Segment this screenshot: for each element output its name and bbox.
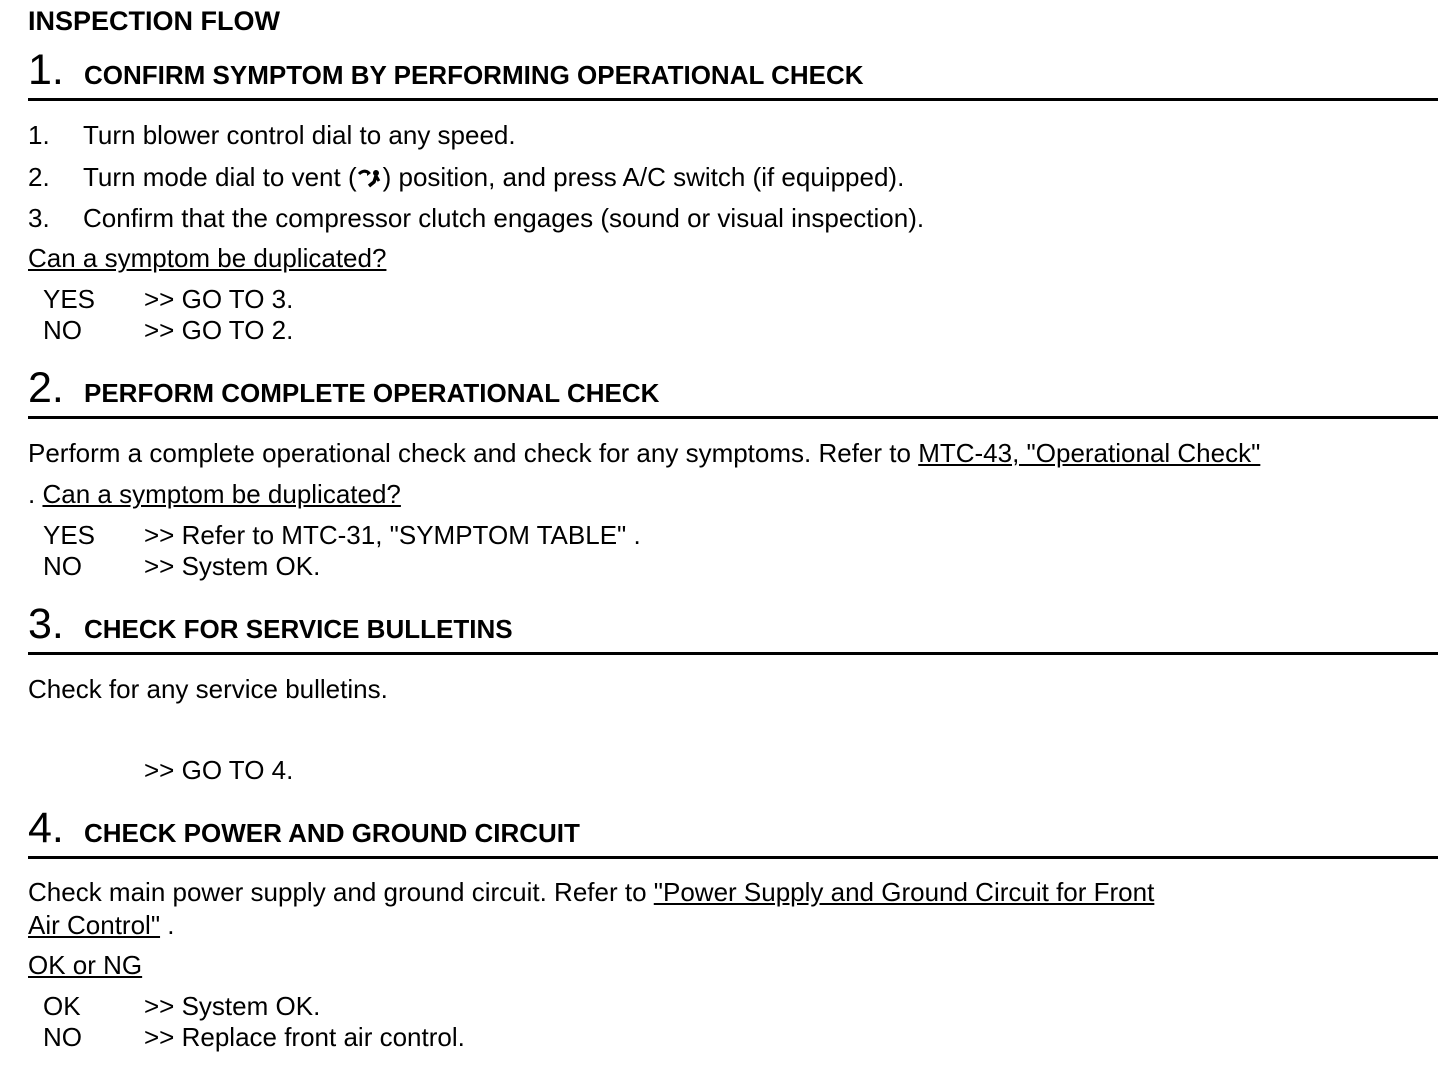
mtc-43-operational-check-link[interactable]: MTC-43, "Operational Check" [918,438,1261,468]
answer-key: NO [43,1022,82,1052]
item-text-before: Turn mode dial to vent ( [83,162,357,192]
step-4-link-tail: . [160,910,175,940]
step-3-number: 3. [28,600,64,648]
answer-value: >> System OK. [144,551,321,581]
answer-value: >> Refer to MTC-31, "SYMPTOM TABLE" . [144,520,641,550]
step-1-header [28,46,1438,101]
step-4-text-cont [28,910,175,941]
step-4-question: OK or NG [28,950,143,980]
vent-mode-icon [357,167,383,189]
step-2-title: PERFORM COMPLETE OPERATIONAL CHECK [84,378,660,408]
step-3-text: Check for any service bulletins. [28,674,388,704]
step-4-number: 4. [28,804,64,852]
step-2-question: Can a symptom be duplicated? [42,479,401,509]
answer-key: YES [43,520,96,550]
step-4-text-body: Check main power supply and ground circuit. Refer to [28,877,654,907]
step-4-text [28,877,1154,908]
answer-value: >> System OK. [144,991,321,1021]
document-title: INSPECTION FLOW [28,6,280,36]
item-number: 1. [28,120,50,150]
item-text [83,162,904,193]
power-supply-ground-circuit-link-cont[interactable]: Air Control" [28,910,161,940]
step-2-text-body: Perform a complete operational check and check for any symptoms. Refer to [28,438,919,468]
item-text-after: ) position, and press A/C switch (if equipped). [382,162,905,192]
item-text: Confirm that the compressor clutch engages (sound or visual inspection). [83,203,925,233]
answer-value: >> GO TO 3. [144,284,294,314]
step-2-header [28,364,1438,419]
step-1-title: CONFIRM SYMPTOM BY PERFORMING OPERATIONAL CHECK [84,60,864,90]
item-number: 2. [28,162,50,192]
step-4-header [28,804,1438,859]
item-number: 3. [28,203,50,233]
power-supply-ground-circuit-link[interactable]: "Power Supply and Ground Circuit for Front [653,877,1155,907]
answer-key: YES [43,284,96,314]
step-3-header [28,600,1438,655]
step-2-text [28,438,1260,469]
step-2-number: 2. [28,364,64,412]
step-4-title: CHECK POWER AND GROUND CIRCUIT [84,818,580,848]
answer-value: >> Replace front air control. [144,1022,465,1052]
step-3-title: CHECK FOR SERVICE BULLETINS [84,614,513,644]
step-1-question: Can a symptom be duplicated? [28,243,387,273]
answer-key: NO [43,551,82,581]
step-2-question-line [28,479,401,510]
answer-key: OK [43,991,81,1021]
step-1-number: 1. [28,46,64,94]
step-2-dot: . [28,479,36,509]
answer-key: NO [43,315,82,345]
item-text: Turn blower control dial to any speed. [83,120,516,150]
answer-value: >> GO TO 4. [144,755,294,785]
answer-value: >> GO TO 2. [144,315,294,345]
